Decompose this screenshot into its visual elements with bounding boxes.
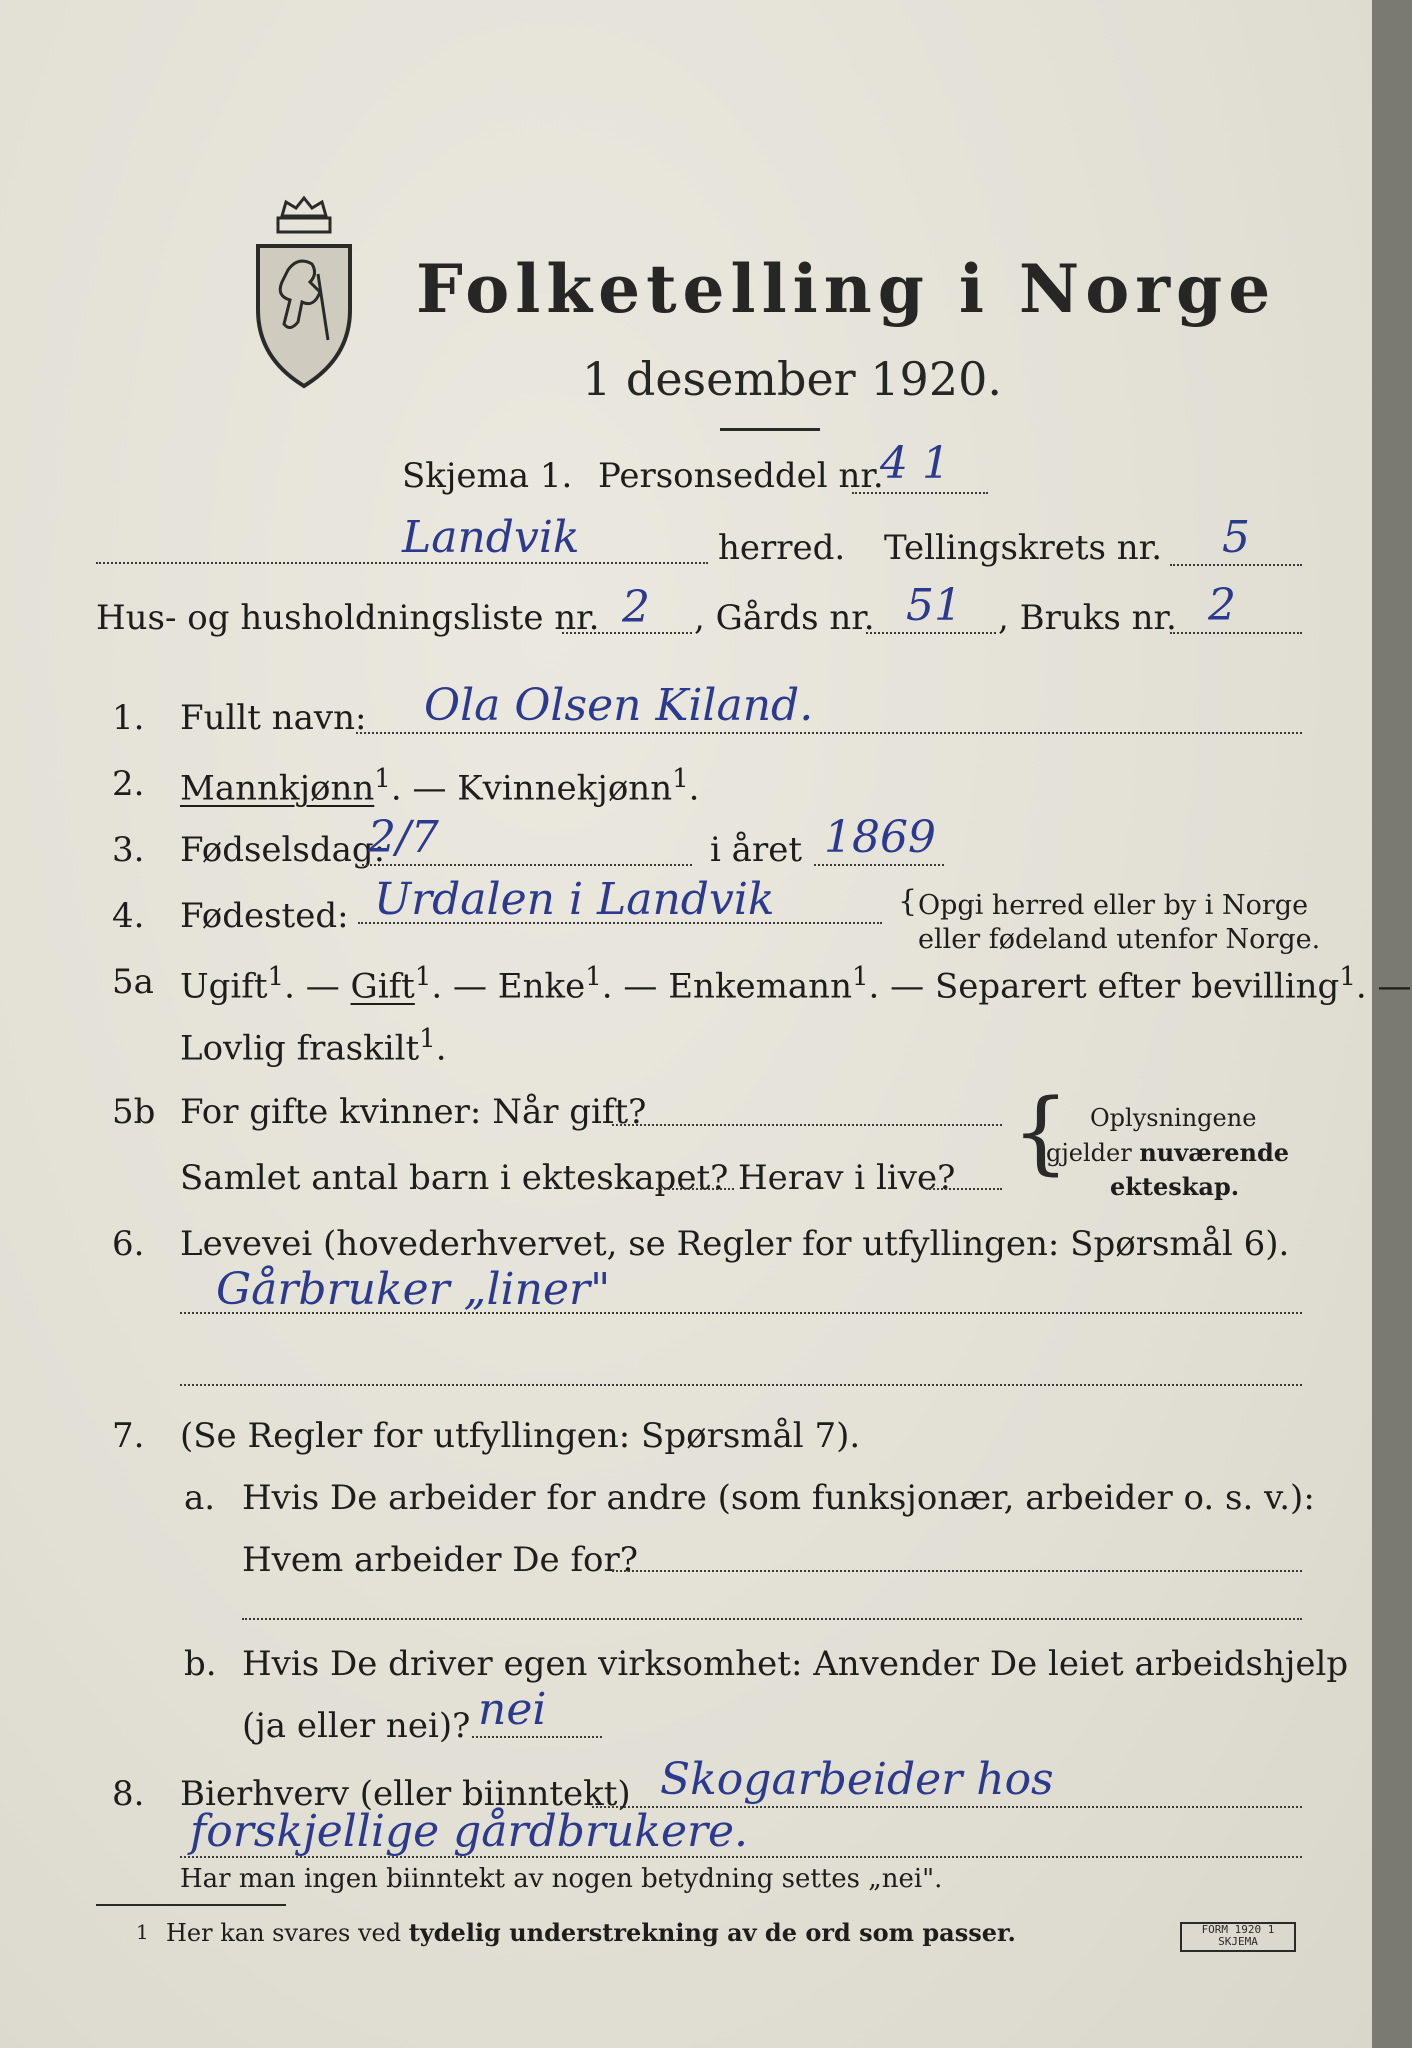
- tellingskrets-value[interactable]: 5: [1222, 512, 1250, 563]
- q7a-line1[interactable]: [612, 1570, 1302, 1572]
- q7a-line2[interactable]: [242, 1618, 1302, 1620]
- q5b-alive-label: Herav i live?: [738, 1158, 956, 1198]
- q3-number: 3.: [112, 830, 145, 870]
- q5b-note-line1: Oplysningene: [1090, 1104, 1257, 1132]
- q2-gender-options[interactable]: [180, 764, 699, 808]
- q5a-ugift[interactable]: Ugift: [180, 966, 268, 1007]
- q7a-letter: a.: [184, 1478, 216, 1518]
- bruks-value[interactable]: 2: [1208, 580, 1236, 631]
- q7b-text: Hvis De driver egen virksomhet: Anvender De leiet arbeidshjelp: [242, 1644, 1349, 1684]
- q5a-options[interactable]: [180, 962, 1412, 1006]
- q5b-alive-line[interactable]: [926, 1188, 1002, 1190]
- herred-value[interactable]: Landvik: [402, 512, 580, 563]
- q5a-end-dash: . —: [1355, 966, 1412, 1007]
- q2-end: .: [688, 768, 700, 809]
- q2-female-footnote-mark: 1: [672, 764, 689, 794]
- q5a-separert[interactable]: Separert efter bevilling: [934, 966, 1340, 1007]
- q5a-fraskilt-row[interactable]: [180, 1024, 447, 1068]
- q8-value1[interactable]: Skogarbeider hos: [660, 1754, 1054, 1805]
- q4-label: Fødested:: [180, 896, 349, 936]
- gards-label: , Gårds nr.: [694, 598, 875, 638]
- personseddel-line: [852, 492, 988, 494]
- q5a-fraskilt[interactable]: Lovlig fraskilt: [180, 1028, 420, 1069]
- q5a-gift-mark: 1: [414, 962, 432, 992]
- herred-label: herred.: [718, 528, 846, 568]
- printer-stamp: FORM 1920 1 SKJEMA: [1180, 1922, 1296, 1952]
- q4-note-line2: eller fødeland utenfor Norge.: [918, 924, 1321, 955]
- q7b-letter: b.: [184, 1644, 217, 1684]
- q5a-enke[interactable]: Enke: [497, 966, 586, 1007]
- gards-line: [866, 632, 996, 634]
- q8-number: 8.: [112, 1774, 145, 1814]
- q4-note-line1: Opgi herred eller by i Norge: [918, 890, 1309, 921]
- q7b-question: (ja eller nei)?: [242, 1706, 471, 1746]
- q5b-note-line2b: nuværende: [1139, 1138, 1290, 1167]
- q3-line: [362, 864, 692, 866]
- hus-label: Hus- og husholdningsliste nr.: [96, 598, 600, 638]
- q5a-separert-mark: 1: [1339, 962, 1356, 992]
- q1-value[interactable]: Ola Olsen Kiland.: [424, 680, 814, 731]
- footnote-rule: [96, 1904, 286, 1906]
- q2-male-footnote-mark: 1: [374, 764, 391, 794]
- q8-label: Bierhverv (eller biinntekt): [180, 1774, 631, 1814]
- gards-value[interactable]: 51: [906, 580, 962, 631]
- q5a-enkemann[interactable]: Enkemann: [668, 966, 852, 1007]
- form-date: 1 desember 1920.: [582, 352, 1002, 406]
- q5a-dash1: . —: [284, 966, 351, 1007]
- q5a-enkemann-mark: 1: [851, 962, 869, 992]
- q5b-children-line[interactable]: [656, 1188, 734, 1190]
- footnote-text: [166, 1918, 1016, 1947]
- q7-number: 7.: [112, 1416, 145, 1456]
- footnote-text-bold: tydelig understrekning av de ord som passer.: [408, 1918, 1016, 1947]
- q5a-dash4: . —: [868, 966, 935, 1007]
- q5b-brace: {: [1012, 1080, 1070, 1185]
- q5b-note-line2: [1046, 1138, 1289, 1167]
- q3-year-value[interactable]: 1869: [824, 812, 936, 863]
- personseddel-label: Personseddel nr.: [598, 456, 884, 496]
- q6-label: Levevei (hovederhvervet, se Regler for utfyllingen: Spørsmål 6).: [180, 1224, 1290, 1264]
- q5b-number: 5b: [112, 1092, 156, 1132]
- q3-label: Fødselsdag:: [180, 830, 386, 870]
- hus-value[interactable]: 2: [622, 582, 650, 633]
- q1-label: Fullt navn:: [180, 698, 367, 738]
- q4-brace: {: [898, 884, 918, 919]
- q5b-married-label: For gifte kvinner: Når gift?: [180, 1092, 647, 1132]
- q2-male-option[interactable]: Mannkjønn: [180, 768, 375, 809]
- q6-number: 6.: [112, 1224, 145, 1264]
- q6-value[interactable]: Gårbruker „liner": [216, 1264, 611, 1315]
- q4-number: 4.: [112, 896, 145, 936]
- q5a-dash2: . —: [431, 966, 498, 1007]
- q8-value2[interactable]: forskjellige gårdbrukere.: [190, 1806, 749, 1857]
- q2-number: 2.: [112, 764, 145, 804]
- q5a-enke-mark: 1: [585, 962, 602, 992]
- q5a-gift[interactable]: Gift: [350, 966, 415, 1007]
- q5a-dash3: . —: [601, 966, 669, 1007]
- q7a-text: Hvis De arbeider for andre (som funksjonær, arbeider o. s. v.):: [242, 1478, 1315, 1518]
- footnote-text-plain: Her kan svares ved: [166, 1919, 409, 1947]
- q8-note: Har man ingen biinntekt av nogen betydning settes „nei".: [180, 1864, 943, 1894]
- q7-label: (Se Regler for utfyllingen: Spørsmål 7).: [180, 1416, 861, 1456]
- q1-line: [356, 732, 1302, 734]
- form-title: Folketelling i Norge: [416, 250, 1277, 328]
- q5a-ugift-mark: 1: [267, 962, 285, 992]
- q5b-note-line3: ekteskap.: [1110, 1172, 1240, 1201]
- q7a-question: Hvem arbeider De for?: [242, 1540, 638, 1580]
- q7b-value[interactable]: nei: [478, 1684, 547, 1735]
- tellingskrets-line: [1170, 564, 1302, 566]
- q7b-line: [472, 1736, 602, 1738]
- bruks-label: , Bruks nr.: [998, 598, 1177, 638]
- footnote-mark: 1: [136, 1920, 149, 1944]
- q5a-number: 5a: [112, 962, 154, 1002]
- q6-line2[interactable]: [180, 1384, 1302, 1386]
- coat-of-arms-icon: [248, 190, 360, 390]
- q5a-fraskilt-end: .: [435, 1028, 447, 1069]
- tellingskrets-label: Tellingskrets nr.: [884, 528, 1163, 568]
- q5a-fraskilt-mark: 1: [419, 1024, 436, 1054]
- personseddel-value[interactable]: 4 1: [880, 438, 950, 489]
- bruks-line: [1170, 632, 1302, 634]
- title-divider: [720, 428, 820, 431]
- q2-separator: . —: [390, 768, 458, 809]
- q5b-children-label: Samlet antal barn i ekteskapet?: [180, 1158, 729, 1198]
- schema-label: Skjema 1.: [402, 456, 573, 496]
- q3-year-label: i året: [710, 830, 802, 870]
- q3-year-line: [814, 864, 944, 866]
- q2-female-option[interactable]: Kvinnekjønn: [457, 768, 673, 809]
- q5b-note-line2a: gjelder: [1046, 1139, 1140, 1167]
- q3-value[interactable]: 2/7: [368, 812, 439, 863]
- q5b-married-line[interactable]: [612, 1124, 1002, 1126]
- q4-value[interactable]: Urdalen i Landvik: [374, 874, 775, 925]
- q1-number: 1.: [112, 698, 145, 738]
